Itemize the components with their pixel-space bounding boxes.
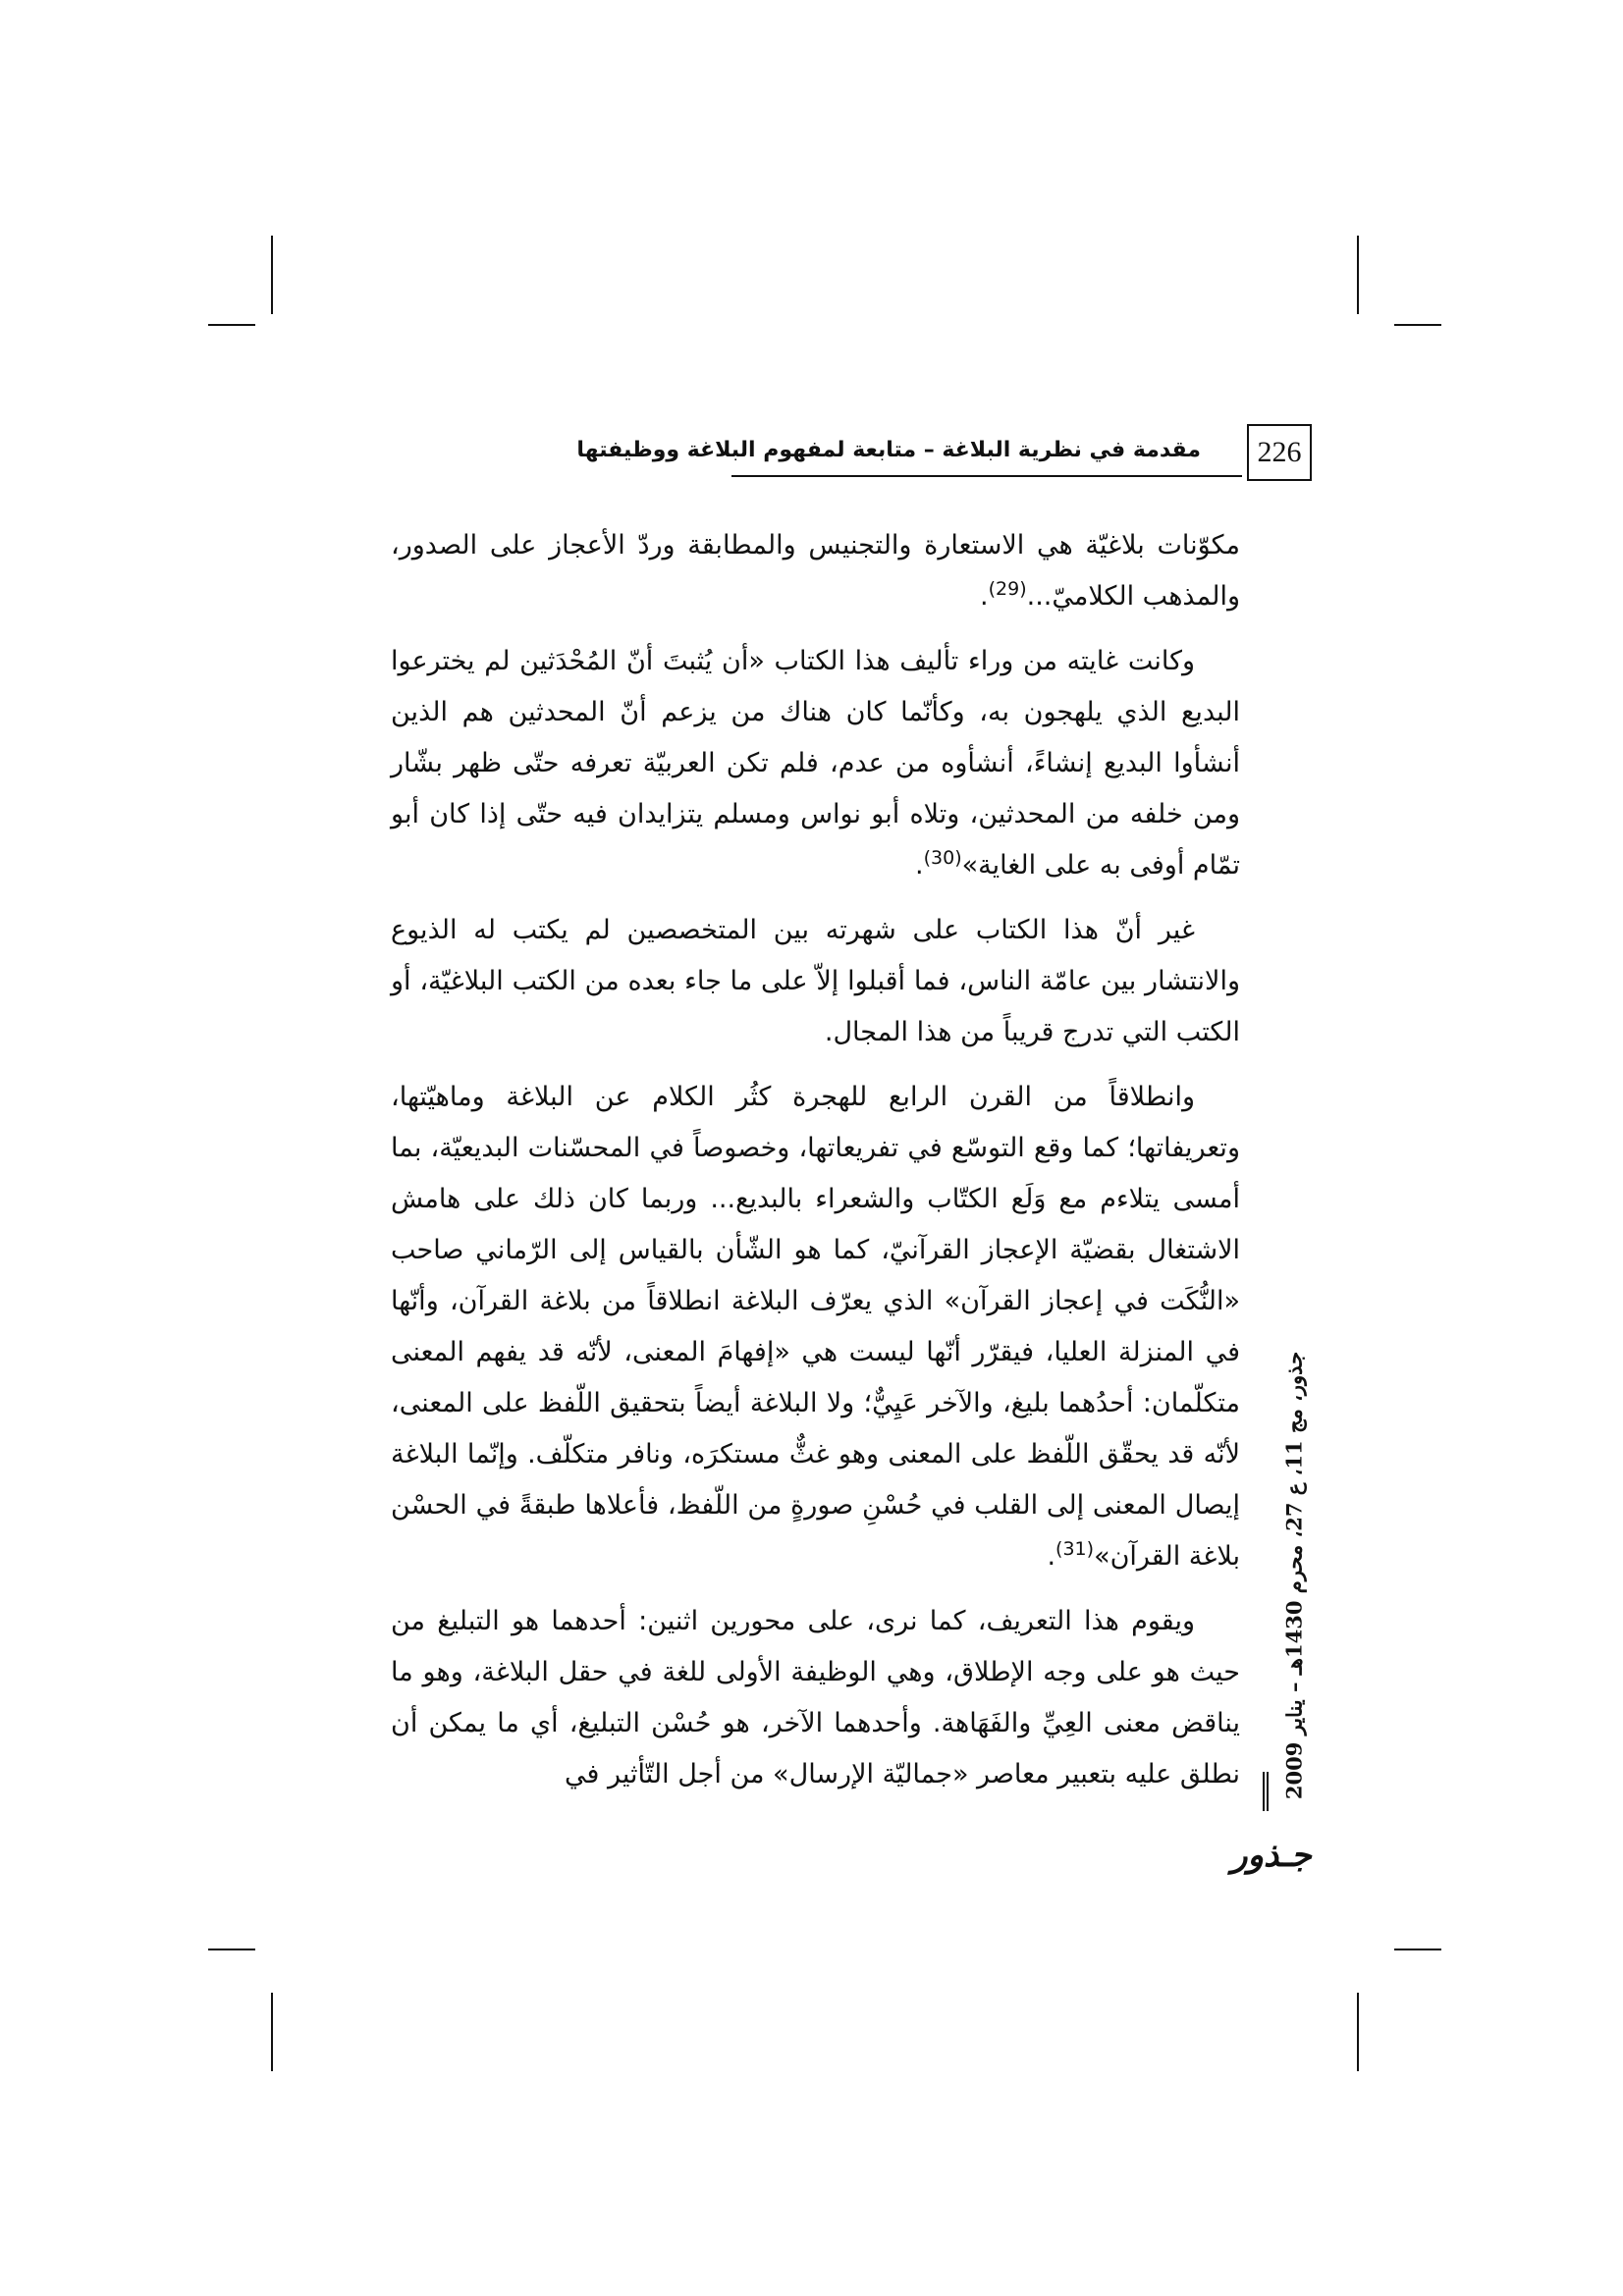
paragraph-text: مكوّنات بلاغيّة هي الاستعارة والتجنيس والمطابقة وردّ الأعجاز على الصدور، والمذهب الكلاميّ... [391,530,1240,612]
journal-side-strip [1267,1351,1322,1800]
paragraph-end: . [980,581,989,612]
paragraph-text: وكانت غايته من وراء تأليف هذا الكتاب «أن يُثبتَ أنّ المُحْدَثين لم يخترعوا البديع الذي يلهجون به، وكأنّما كان هناك من يزعم أنّ المحدثين هم الذين أنشأوا البديع إنشاءً، أنشأوه من عدم، فلم تكن العربيّة تعرفه حتّى ظهر بشّار ومن خلفه من المحدثين، وتلاه أبو نواس ومسلم يتزايدان فيه حتّى إذا كان أبو تمّام أوفى به على الغاية» [391,646,1240,881]
journal-logo: جـذور [1231,1836,1312,1875]
side-rule [1263,1772,1265,1811]
paragraph-text: وانطلاقاً من القرن الرابع للهجرة كثُر الكلام عن البلاغة وماهيّتها، وتعريفاتها؛ كما وقع التوسّع في تفريعاتها، وخصوصاً في المحسّنات البديعيّة، بما أمسى يتلاءم مع وَلَع الكتّاب والشعراء بالبديع... وربما كان ذلك على هامش الاشتغال بقضيّة الإعجاز القرآنيّ، كما هو الشّأن بالقياس إلى الرّماني صاحب «النُّكَت في إعجاز القرآن» الذي يعرّف البلاغة انطلاقاً من بلاغة القرآن، وأنّها في المنزلة العليا، فيقرّر أنّها ليست هي «إفهامَ المعنى، لأنّه قد يفهم المعنى متكلّمان: أحدُهما بليغ، والآخر عَيِيٌّ؛ ولا البلاغة أيضاً بتحقيق اللّفظ على المعنى، لأنّه قد يحقّق اللّفظ على المعنى وهو غثٌّ مستكرَه، ونافر متكلّف. وإنّما البلاغة إيصال المعنى إلى القلب في حُسْنِ صورةٍ من اللّفظ، فأعلاها طبقةً في الحسْن بلاغة القرآن» [391,1082,1240,1572]
crop-mark-top-right-horizontal [1394,324,1441,326]
article-body [391,520,1240,1814]
crop-mark-bottom-right-vertical [1357,1993,1359,2071]
paragraph-2 [391,636,1240,891]
crop-mark-top-right-vertical [1357,236,1359,314]
paragraph-3 [391,905,1240,1058]
paragraph-end: . [1047,1541,1056,1572]
crop-mark-top-left-horizontal [208,324,255,326]
paragraph-1 [391,520,1240,622]
footnote-ref: (31) [1055,1538,1095,1560]
paragraph-4 [391,1072,1240,1582]
header-rule [731,475,1242,477]
journal-issue-info: جذور، مج 11، ع 27، محرم 1430هـ – يناير 2009 [1281,1351,1307,1800]
paragraph-5 [391,1596,1240,1800]
crop-mark-top-left-vertical [271,236,273,314]
paragraph-text: ويقوم هذا التعريف، كما نرى، على محورين اثنين: أحدهما هو التبليغ من حيث هو على وجه الإطلاق، وهي الوظيفة الأولى للغة في حقل البلاغة، وهو ما يناقض معنى العِيِّ والفَهَاهة. وأحدهما الآخر، هو حُسْن التبليغ، أي ما يمكن أن نطلق عليه بتعبير معاصر «جماليّة الإرسال» من أجل التّأثير في [391,1606,1240,1789]
footnote-ref: (30) [923,847,962,869]
paragraph-end: . [914,850,924,881]
paragraph-text: غير أنّ هذا الكتاب على شهرته بين المتخصصين لم يكتب له الذيوع والانتشار بين عامّة الناس، فما أقبلوا إلاّ على ما جاء بعده من الكتب البلاغيّة، أو الكتب التي تدرج قريباً من هذا المجال. [391,915,1240,1047]
running-title: مقدمة في نظرية البلاغة – متابعة لمفهوم البلاغة ووظيفتها [576,438,1201,462]
footnote-ref: (29) [988,578,1027,600]
crop-mark-bottom-left-vertical [271,1993,273,2071]
page-number: 226 [1247,424,1312,481]
side-rule [1267,1772,1269,1811]
crop-mark-bottom-left-horizontal [208,1949,255,1950]
crop-mark-bottom-right-horizontal [1394,1949,1441,1950]
